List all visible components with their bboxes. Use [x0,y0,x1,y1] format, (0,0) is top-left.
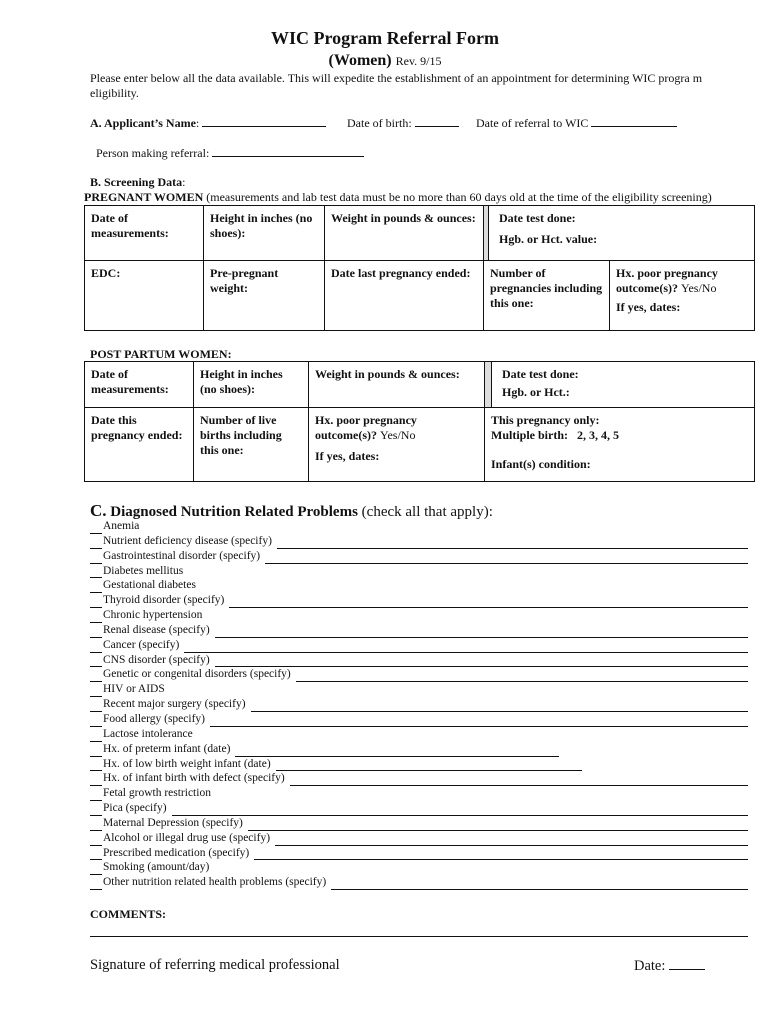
problem-checkbox[interactable] [90,611,102,623]
problem-label: Food allergy (specify) [103,712,205,725]
problem-specify-line[interactable] [276,759,582,771]
date-field[interactable] [669,957,705,970]
problem-item [90,667,748,682]
postpartum-heading: POST PARTUM WOMEN: [90,347,232,361]
section-c-title: Diagnosed Nutrition Related Problems [110,504,358,520]
problem-label: Nutrient deficiency disease (specify) [103,534,272,547]
screening-data-label: B. Screening Data [90,175,183,189]
problem-label: Pica (specify) [103,802,167,815]
problem-specify-line[interactable] [331,878,748,890]
problem-item [90,682,748,697]
comments-label: COMMENTS: [90,907,166,921]
problem-label: Gastrointestinal disorder (specify) [103,549,261,562]
screening-data-heading: B. Screening Data: [90,175,186,189]
person-referral-field[interactable] [212,146,364,157]
pp-weight-cell[interactable] [309,362,485,408]
problem-checkbox[interactable] [90,655,102,667]
problem-checkbox[interactable] [90,552,102,564]
pregnant-note: (measurements and lab test data must be no more than 60 days old at the time of the eligibility screening) [206,190,712,204]
form-title: WIC Program Referral Form [270,28,500,48]
problem-checkbox[interactable] [90,745,102,757]
dob-field[interactable] [415,116,459,127]
person-referral-row [96,146,364,161]
problem-checkbox[interactable] [90,730,102,742]
problem-item [90,608,748,623]
problem-label: Hx. of preterm infant (date) [103,742,231,755]
problem-specify-line[interactable] [229,596,748,608]
problem-item [90,727,748,742]
pp-height-label: Height in inches (no shoes): [200,367,283,396]
signature-label: Signature of referring medical professional [90,957,340,973]
pp-height-cell[interactable] [194,362,309,408]
pp-date-meas-cell[interactable] [85,362,194,408]
pregnant-if-yes-label: If yes, dates: [616,300,681,314]
problem-label: Diabetes mellitus [103,564,184,577]
problem-specify-line[interactable] [277,537,748,549]
pregnant-heading-row [84,190,712,205]
problem-item [90,875,748,890]
problem-specify-line[interactable] [215,626,748,638]
problem-item [90,593,748,608]
pregnant-last-preg-label: Date last pregnancy ended: [331,266,471,280]
form-subtitle [0,52,770,70]
applicant-name-label: A. Applicant’s Name [90,116,196,130]
pregnant-edc-cell[interactable] [85,261,204,331]
problem-item [90,578,748,593]
pp-infant-cond-label: Infant(s) condition: [491,457,591,471]
problem-checkbox[interactable] [90,848,102,860]
problem-checkbox[interactable] [90,641,102,653]
problem-label: Prescribed medication (specify) [103,846,250,859]
comments-line[interactable] [90,936,748,937]
date-label: Date: [634,958,666,974]
postpartum-table [84,361,755,482]
problem-item [90,846,748,861]
problem-item [90,742,748,757]
problem-checkbox[interactable] [90,626,102,638]
problem-item [90,757,748,772]
person-referral-label: Person making referral: [96,146,210,160]
pp-multiple-values: 2, 3, 4, 5 [577,428,619,442]
pregnant-num-preg-cell[interactable] [484,261,610,331]
pp-yes-no: Yes/No [379,428,416,442]
problem-item [90,623,748,638]
pregnant-last-preg-cell[interactable] [325,261,484,331]
pregnant-test-cell[interactable] [489,206,755,261]
problem-item [90,564,748,579]
pp-if-yes-label: If yes, dates: [315,449,380,463]
referral-date-label: Date of referral to WIC [476,116,589,130]
problem-label: Smoking (amount/day) [103,861,210,874]
problem-checkbox[interactable] [90,522,102,534]
pregnant-yes-no: Yes/No [680,281,717,295]
pregnant-date-test-label: Date test done: [499,211,576,225]
dob-label: Date of birth: [347,116,412,130]
problem-label: Gestational diabetes [103,579,196,592]
pp-hgb-label: Hgb. or Hct.: [502,385,570,399]
problem-checkbox[interactable] [90,670,102,682]
problem-label: Lactose intolerance [103,727,193,740]
problem-item [90,771,748,786]
problem-checkbox[interactable] [90,834,102,846]
pp-test-cell[interactable] [492,362,755,408]
pregnant-date-meas-cell[interactable] [85,206,204,261]
problem-item [90,801,748,816]
problem-specify-line[interactable] [275,834,748,846]
problem-label: Other nutrition related health problems (specify) [103,876,327,889]
problem-specify-line[interactable] [251,700,748,712]
pp-separator [485,362,492,408]
pregnant-height-cell[interactable] [204,206,325,261]
pp-live-births-label: Number of live births including this one: [200,413,282,457]
problem-specify-line[interactable] [210,715,748,727]
pp-date-ended-label: Date this pregnancy ended: [91,413,183,442]
problem-specify-line[interactable] [265,552,748,564]
problem-item [90,549,748,564]
section-c-heading [90,501,493,521]
problem-specify-line[interactable] [184,641,748,653]
problem-label: Recent major surgery (specify) [103,698,246,711]
pp-this-preg-label: This pregnancy only: [491,413,600,427]
problem-label: Anemia [103,520,140,532]
intro-text: Please enter below all the data available. This will expedite the establishment of an appointment for determining WIC progra m eligibility. [90,71,703,100]
problem-item [90,831,748,846]
problem-specify-line[interactable] [254,848,748,860]
pregnant-weight-label: Weight in pounds & ounces: [331,211,476,225]
pp-live-births-cell[interactable] [194,408,309,482]
problem-label: Genetic or congenital disorders (specify) [103,668,291,681]
problem-checkbox[interactable] [90,715,102,727]
problem-checkbox[interactable] [90,685,102,697]
problem-checkbox[interactable] [90,581,102,593]
problem-label: Hx. of low birth weight infant (date) [103,757,271,770]
problem-label: Maternal Depression (specify) [103,816,243,829]
applicant-name-row: A. Applicant’s Name: [90,116,326,131]
date-row [634,957,705,975]
pp-hx-label: Hx. poor pregnancy outcome(s)? [315,413,417,442]
problem-item [90,860,748,875]
pp-date-ended-cell[interactable] [85,408,194,482]
problem-checkbox[interactable] [90,819,102,831]
problem-checkbox[interactable] [90,566,102,578]
pp-weight-label: Weight in pounds & ounces: [315,367,460,381]
problem-item [90,786,748,801]
pregnant-height-label: Height in inches (no shoes): [210,211,313,240]
problem-item [90,697,748,712]
problem-label: CNS disorder (specify) [103,653,210,666]
problem-label: Alcohol or illegal drug use (specify) [103,831,271,844]
problem-checkbox[interactable] [90,759,102,771]
pregnant-hx-label: Hx. poor pregnancy outcome(s)? [616,266,718,295]
problem-checkbox[interactable] [90,863,102,875]
problem-item [90,712,748,727]
problem-item [90,638,748,653]
problem-specify-line[interactable] [296,670,748,682]
problem-label: Chronic hypertension [103,609,203,622]
pp-date-test-label: Date test done: [502,367,579,381]
problem-specify-line[interactable] [248,819,748,831]
problem-label: Cancer (specify) [103,638,180,651]
problem-specify-line[interactable] [235,745,559,757]
problem-label: Thyroid disorder (specify) [103,594,225,607]
pregnant-prepregnant-cell[interactable] [204,261,325,331]
problem-checkbox[interactable] [90,789,102,801]
pregnant-num-preg-label: Number of pregnancies including this one: [490,266,603,310]
pregnant-date-meas-label: Date of measurements: [91,211,169,240]
problem-checkbox[interactable] [90,700,102,712]
dob-row [347,116,459,131]
problem-item [90,816,748,831]
pregnant-prepregnant-label: Pre-pregnant weight: [210,266,279,295]
pregnant-hgb-label: Hgb. or Hct. value: [499,232,598,246]
pregnant-heading: PREGNANT WOMEN [84,190,204,204]
problem-label: Renal disease (specify) [103,623,210,636]
problem-item [90,653,748,668]
pregnant-table [84,205,755,331]
subtitle-women: (Women) [328,52,392,69]
pp-date-meas-label: Date of measurements: [91,367,169,396]
section-c-note: (check all that apply): [361,504,493,520]
problem-item [90,534,748,549]
referral-date-row [476,116,677,131]
problem-specify-line[interactable] [290,774,748,786]
referral-date-field[interactable] [591,116,677,127]
problem-checkbox[interactable] [90,804,102,816]
revision-label: Rev. 9/15 [395,54,442,68]
applicant-name-field[interactable] [202,116,326,127]
problem-checkbox[interactable] [90,537,102,549]
problem-list [90,519,748,890]
problem-specify-line[interactable] [172,804,748,816]
problem-specify-line[interactable] [215,655,748,667]
pp-this-preg-cell[interactable] [485,408,755,482]
problem-label: Hx. of infant birth with defect (specify) [103,772,285,785]
pp-multiple-label: Multiple birth: [491,428,568,442]
problem-checkbox[interactable] [90,878,102,890]
pregnant-hx-cell[interactable] [610,261,755,331]
problem-checkbox[interactable] [90,774,102,786]
pregnant-weight-cell[interactable] [325,206,484,261]
section-c-letter: C. [90,501,107,520]
problem-item [90,519,748,534]
pregnant-edc-label: EDC: [91,266,121,280]
problem-label: Fetal growth restriction [103,787,211,800]
problem-checkbox[interactable] [90,596,102,608]
pp-hx-cell[interactable] [309,408,485,482]
problem-label: HIV or AIDS [103,683,165,696]
